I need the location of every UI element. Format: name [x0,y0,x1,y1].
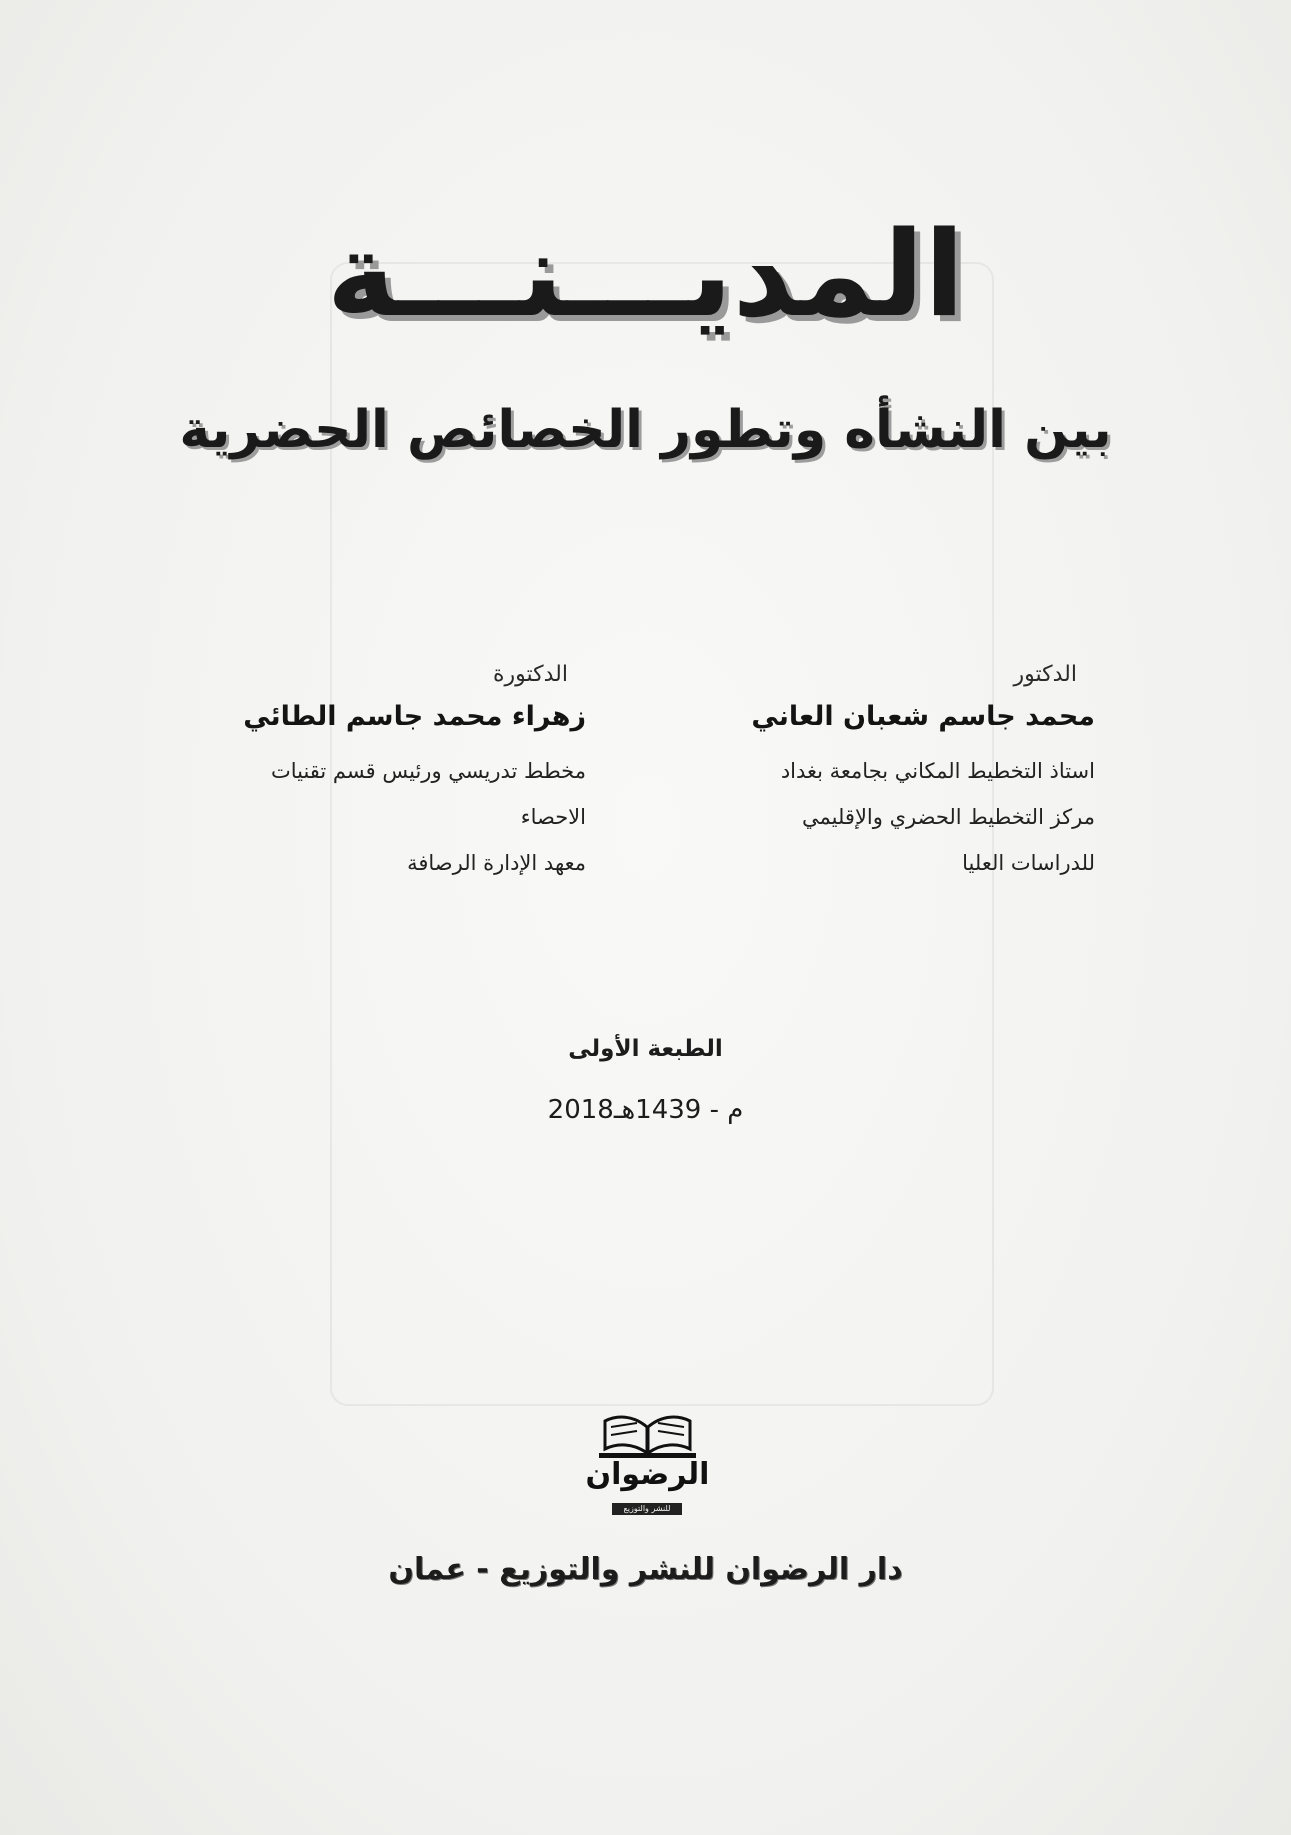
author-1-title: الدكتور [1013,662,1077,687]
author-2-affiliation-line: معهد الإدارة الرصافة [407,851,586,875]
open-book-icon [575,1405,720,1460]
author-2-affiliation-line: الاحصاء [520,805,586,829]
edition-label: الطبعة الأولى [568,1036,723,1062]
book-subtitle: بين النشأه وتطور الخصائص الحضرية [179,400,1112,460]
author-1-affiliation-line: مركز التخطيط الحضري والإقليمي [801,805,1095,829]
publisher-logo [575,1405,720,1525]
author-2-name: زهراء محمد جاسم الطائي [243,701,586,732]
author-1-name: محمد جاسم شعبان العاني [751,701,1095,732]
author-1 [695,662,1095,886]
logo-wordmark: الرضوان [585,1457,710,1492]
logo-tagline: للنشر والتوزيع [612,1503,682,1515]
publication-date: 2018م - 1439هـ [547,1095,744,1125]
publisher-line: دار الرضوان للنشر والتوزيع - عمان [388,1552,903,1587]
author-2-title: الدكتورة [493,662,568,687]
author-1-affiliation-line: للدراسات العليا [962,851,1095,875]
author-2-affiliation-line: مخطط تدريسي ورئيس قسم تقنيات [270,759,586,783]
author-1-affiliation-line: استاذ التخطيط المكاني بجامعة بغداد [780,759,1095,783]
author-2 [186,662,586,886]
book-title: المديـــنـــة [326,205,965,343]
